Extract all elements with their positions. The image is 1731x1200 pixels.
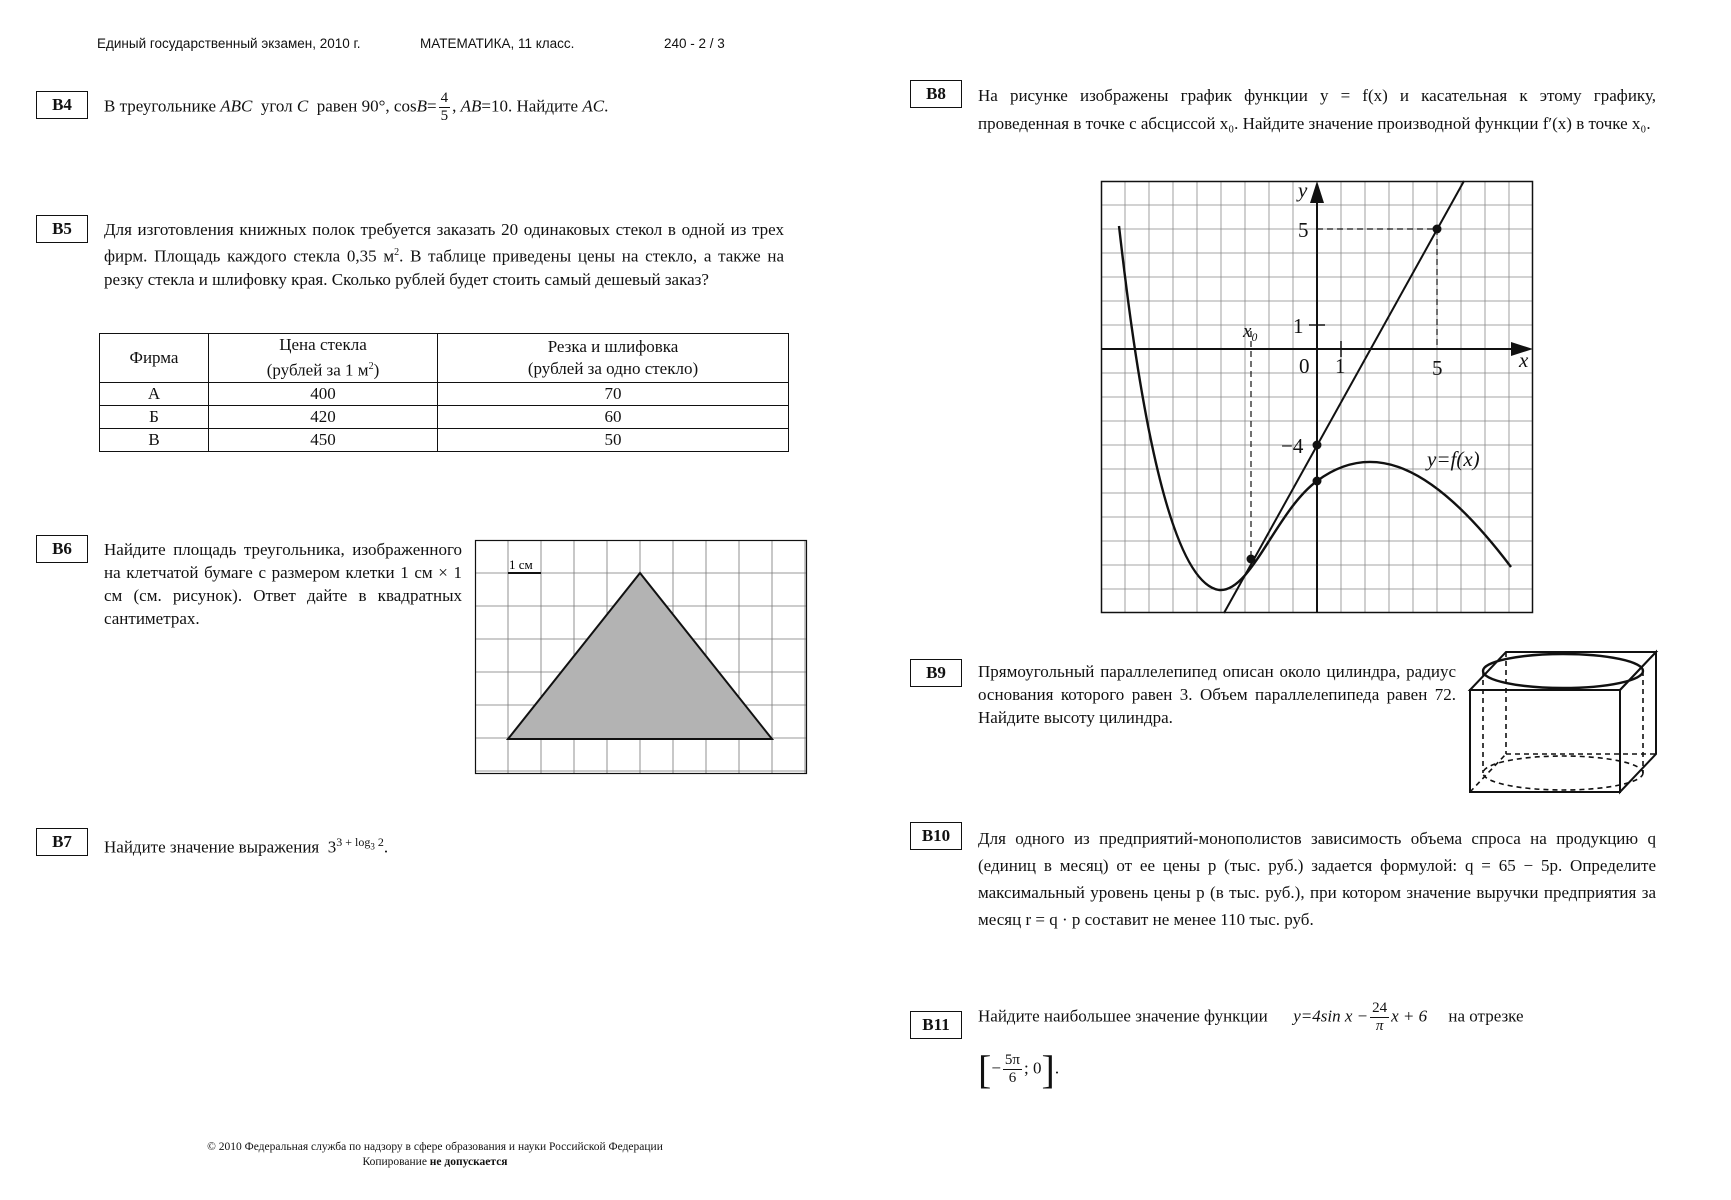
cell-price: 400	[209, 382, 438, 405]
price-table	[99, 333, 789, 452]
header-price: Цена стекла (рублей за 1 $м^2$)	[209, 334, 438, 383]
footer	[85, 1140, 785, 1170]
cell-price: 450	[209, 428, 438, 451]
task-b10-text: Для одного из предприятий-монополистов зависимость объема спроса на продукцию q (единиц в месяц) от ее цены p (тыс. руб.) задается формулой: q = 65 − 5p. Определите максимальный уровень цены p (в тыс. руб.), при котором значение выручки предприятия за месяц r = q · p составит не менее 110 тыс. руб.	[978, 829, 1656, 929]
x-label: x	[1519, 348, 1529, 372]
task-b11-text: Найдите наибольшее значение функции y=4sin x − $\frac{24}{\pi}$ x + 6 на отрезке	[978, 1000, 1524, 1034]
footer-copyright: © 2010 Федеральная служба по надзору в сфере образования и науки Российской Федерации	[207, 1141, 663, 1153]
task-b11-interval: [− $\frac{5\pi}{6}$ ; 0].	[978, 1047, 1060, 1092]
footer-copy-notice: Копирование не допускается	[362, 1156, 508, 1168]
table-row	[100, 405, 789, 428]
tick-x-1: 1	[1335, 354, 1346, 378]
cell-cut: 60	[438, 405, 789, 428]
y-axis-arrow-icon	[1310, 181, 1324, 203]
tick-x-5: 5	[1432, 356, 1443, 380]
triangle	[508, 573, 772, 739]
header-exam: Единый государственный экзамен, 2010 г.	[97, 36, 361, 51]
tick-y-1: 1	[1293, 314, 1304, 338]
task-label-b6: B6	[36, 535, 88, 563]
task-label-b8: B8	[910, 80, 962, 108]
task-label-b4: B4	[36, 91, 88, 119]
task-label-b11: B11	[910, 1011, 962, 1039]
point-minus4	[1313, 441, 1322, 450]
task-b5-text: Для изготовления книжных полок требуется заказать 20 одинаковых стекол в одной из трех фирм. Площадь каждого стекла 0,35 $м^2$. В таблице приведены цены на стекло, а также на резку стекла и шлифовку края. Сколько рублей будет стоить самый дешевый заказ?	[104, 220, 784, 289]
point-curve-y	[1313, 477, 1322, 486]
task-b6-text: Найдите площадь треугольника, изображенного на клетчатой бумаге с размером клетки 1 см × 1 см (см. рисунок). Ответ дайте в квадратных сантиметрах.	[104, 540, 462, 628]
cell-price: 420	[209, 405, 438, 428]
cell-cut: 70	[438, 382, 789, 405]
header-firm: Фирма	[100, 334, 209, 383]
task-b9-text: Прямоугольный параллелепипед описан около цилиндра, радиус основания которого равен 3. Объем параллелепипеда равен 72. Найдите высоту цилиндра.	[978, 662, 1456, 727]
header-cut: Резка и шлифовка (рублей за одно стекло)	[438, 334, 789, 383]
task-label-b7: B7	[36, 828, 88, 856]
scale-label: 1 см	[509, 557, 533, 572]
tangent-point	[1247, 555, 1256, 564]
header-page: 240 - 2 / 3	[664, 36, 725, 51]
cell-firm: В	[100, 428, 209, 451]
b6-grid-figure	[475, 540, 807, 774]
task-b7-text: Найдите значение выражения $3^{3 + log_3 2}$.	[104, 835, 389, 857]
y-label: y	[1298, 178, 1308, 202]
task-b8-text: На рисунке изображены график функции y = f(x) и касательная к этому графику, проведенная в точке с абсциссой x₀. Найдите значение производной функции f′(x) в точке x₀.	[978, 86, 1656, 133]
tick-y-minus4: −4	[1281, 434, 1304, 458]
function-curve	[1119, 226, 1511, 590]
task-label-b9: B9	[910, 659, 962, 687]
task-b4-text: В треугольнике ABC угол C равен 90°, cosB= $\frac{4}{5}$ , AB=10. Найдите AC.	[104, 90, 609, 124]
origin-label: 0	[1299, 354, 1310, 378]
table-row	[100, 428, 789, 451]
cell-firm: Б	[100, 405, 209, 428]
table-row	[100, 382, 789, 405]
b9-box-cylinder-figure	[1468, 648, 1658, 798]
function-label: y=f(x)	[1427, 447, 1480, 471]
task-label-b10: B10	[910, 822, 962, 850]
x0-label: x₀	[1243, 321, 1259, 342]
tick-y-5: 5	[1298, 218, 1309, 242]
task-label-b5: B5	[36, 215, 88, 243]
table-header-row	[100, 334, 789, 383]
cell-cut: 50	[438, 428, 789, 451]
b8-graph	[1101, 178, 1533, 613]
cell-firm: А	[100, 382, 209, 405]
header-subject: МАТЕМАТИКА, 11 класс.	[420, 36, 575, 51]
point-five	[1433, 225, 1442, 234]
